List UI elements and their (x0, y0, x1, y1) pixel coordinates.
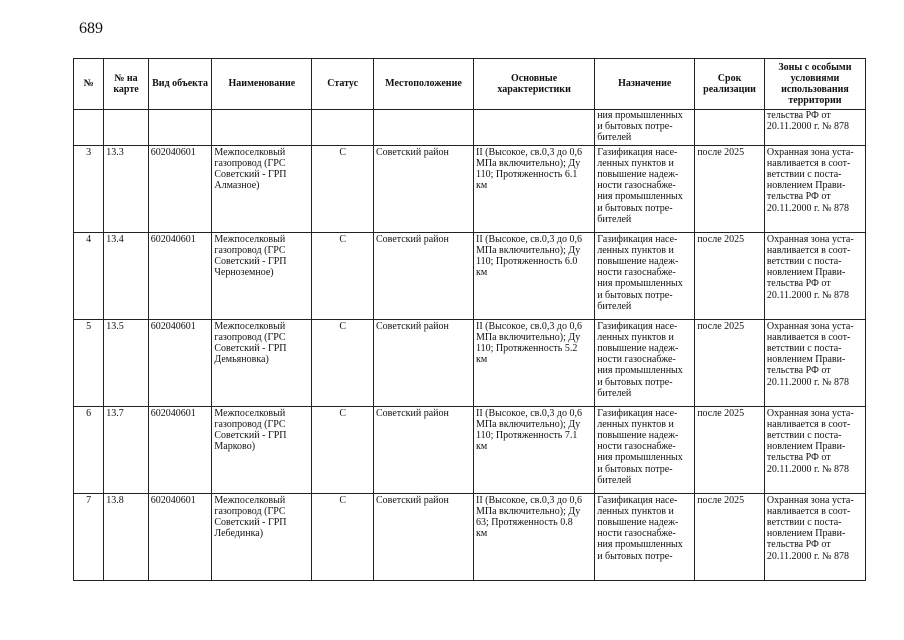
row-num: 3 (74, 145, 104, 232)
row-zones: Охранная зона уста- навливается в соот- ветствии с поста- новлением Прави- тельства РФ от 20.11.2000 г. № 878 (764, 493, 865, 580)
row-purpose: Газификация насе- ленных пунктов и повышение надеж- ности газоснабже- ния промышленных и бытовых потре- (595, 493, 695, 580)
row-object-type: 602040601 (148, 493, 212, 580)
row-term: после 2025 (695, 145, 765, 232)
row-name: Межпоселковый газопровод (ГРС Советский - ГРП Марково) (212, 406, 312, 493)
table-row (74, 406, 866, 493)
header-zones: Зоны с особыми условиями использования территории (764, 59, 865, 110)
header-object-type: Вид объекта (148, 59, 212, 110)
row-name: Межпоселковый газопровод (ГРС Советский - ГРП Алмазное) (212, 145, 312, 232)
table-header-row (74, 59, 866, 110)
row-name: Межпоселковый газопровод (ГРС Советский - ГРП Лебединка) (212, 493, 312, 580)
row-num: 5 (74, 319, 104, 406)
row-purpose: Газификация насе- ленных пунктов и повышение надеж- ности газоснабже- ния промышленных и бытовых потре- бителей (595, 145, 695, 232)
row-term: после 2025 (695, 493, 765, 580)
row-status: С (312, 232, 374, 319)
header-num: № (74, 59, 104, 110)
row-characteristics: II (Высокое, св.0,3 до 0,6 МПа включительно); Ду 110; Протяженность 6.1 км (473, 145, 594, 232)
header-location: Местоположение (373, 59, 473, 110)
row-object-type: 602040601 (148, 406, 212, 493)
row-location: Советский район (373, 493, 473, 580)
row-location: Советский район (373, 232, 473, 319)
header-purpose: Назначение (595, 59, 695, 110)
continuation-purpose: ния промышленных и бытовых потре- бителей (595, 110, 695, 146)
row-purpose: Газификация насе- ленных пунктов и повышение надеж- ности газоснабже- ния промышленных и бытовых потре- бителей (595, 319, 695, 406)
header-characteristics: Основные характеристики (473, 59, 594, 110)
row-purpose: Газификация насе- ленных пунктов и повышение надеж- ности газоснабже- ния промышленных и бытовых потре- бителей (595, 232, 695, 319)
row-map-num: 13.3 (104, 145, 148, 232)
row-map-num: 13.4 (104, 232, 148, 319)
row-term: после 2025 (695, 319, 765, 406)
row-map-num: 13.8 (104, 493, 148, 580)
row-status: С (312, 406, 374, 493)
row-num: 7 (74, 493, 104, 580)
row-object-type: 602040601 (148, 319, 212, 406)
row-object-type: 602040601 (148, 145, 212, 232)
row-zones: Охранная зона уста- навливается в соот- ветствии с поста- новлением Прави- тельства РФ от 20.11.2000 г. № 878 (764, 406, 865, 493)
row-characteristics: II (Высокое, св.0,3 до 0,6 МПа включительно); Ду 110; Протяженность 5.2 км (473, 319, 594, 406)
row-location: Советский район (373, 319, 473, 406)
row-location: Советский район (373, 145, 473, 232)
table-row (74, 232, 866, 319)
row-term: после 2025 (695, 232, 765, 319)
row-zones: Охранная зона уста- навливается в соот- ветствии с поста- новлением Прави- тельства РФ от 20.11.2000 г. № 878 (764, 145, 865, 232)
row-map-num: 13.7 (104, 406, 148, 493)
continuation-row (74, 110, 866, 146)
objects-table (73, 58, 866, 581)
row-zones: Охранная зона уста- навливается в соот- ветствии с поста- новлением Прави- тельства РФ от 20.11.2000 г. № 878 (764, 232, 865, 319)
row-name: Межпоселковый газопровод (ГРС Советский - ГРП Демьяновка) (212, 319, 312, 406)
row-status: С (312, 319, 374, 406)
row-status: С (312, 493, 374, 580)
table-row (74, 319, 866, 406)
row-map-num: 13.5 (104, 319, 148, 406)
header-name: Наименование (212, 59, 312, 110)
row-num: 6 (74, 406, 104, 493)
row-object-type: 602040601 (148, 232, 212, 319)
header-map-num: № на карте (104, 59, 148, 110)
table-row (74, 493, 866, 580)
header-term: Срок реализации (695, 59, 765, 110)
row-term: после 2025 (695, 406, 765, 493)
page-number: 689 (79, 20, 103, 37)
row-location: Советский район (373, 406, 473, 493)
header-status: Статус (312, 59, 374, 110)
row-purpose: Газификация насе- ленных пунктов и повышение надеж- ности газоснабже- ния промышленных и бытовых потре- бителей (595, 406, 695, 493)
row-characteristics: II (Высокое, св.0,3 до 0,6 МПа включительно); Ду 110; Протяженность 6.0 км (473, 232, 594, 319)
continuation-zones: тельства РФ от 20.11.2000 г. № 878 (764, 110, 865, 146)
row-characteristics: II (Высокое, св.0,3 до 0,6 МПа включительно); Ду 63; Протяженность 0.8 км (473, 493, 594, 580)
row-zones: Охранная зона уста- навливается в соот- ветствии с поста- новлением Прави- тельства РФ от 20.11.2000 г. № 878 (764, 319, 865, 406)
row-status: С (312, 145, 374, 232)
row-name: Межпоселковый газопровод (ГРС Советский - ГРП Черноземное) (212, 232, 312, 319)
row-characteristics: II (Высокое, св.0,3 до 0,6 МПа включительно); Ду 110; Протяженность 7.1 км (473, 406, 594, 493)
row-num: 4 (74, 232, 104, 319)
table-row (74, 145, 866, 232)
